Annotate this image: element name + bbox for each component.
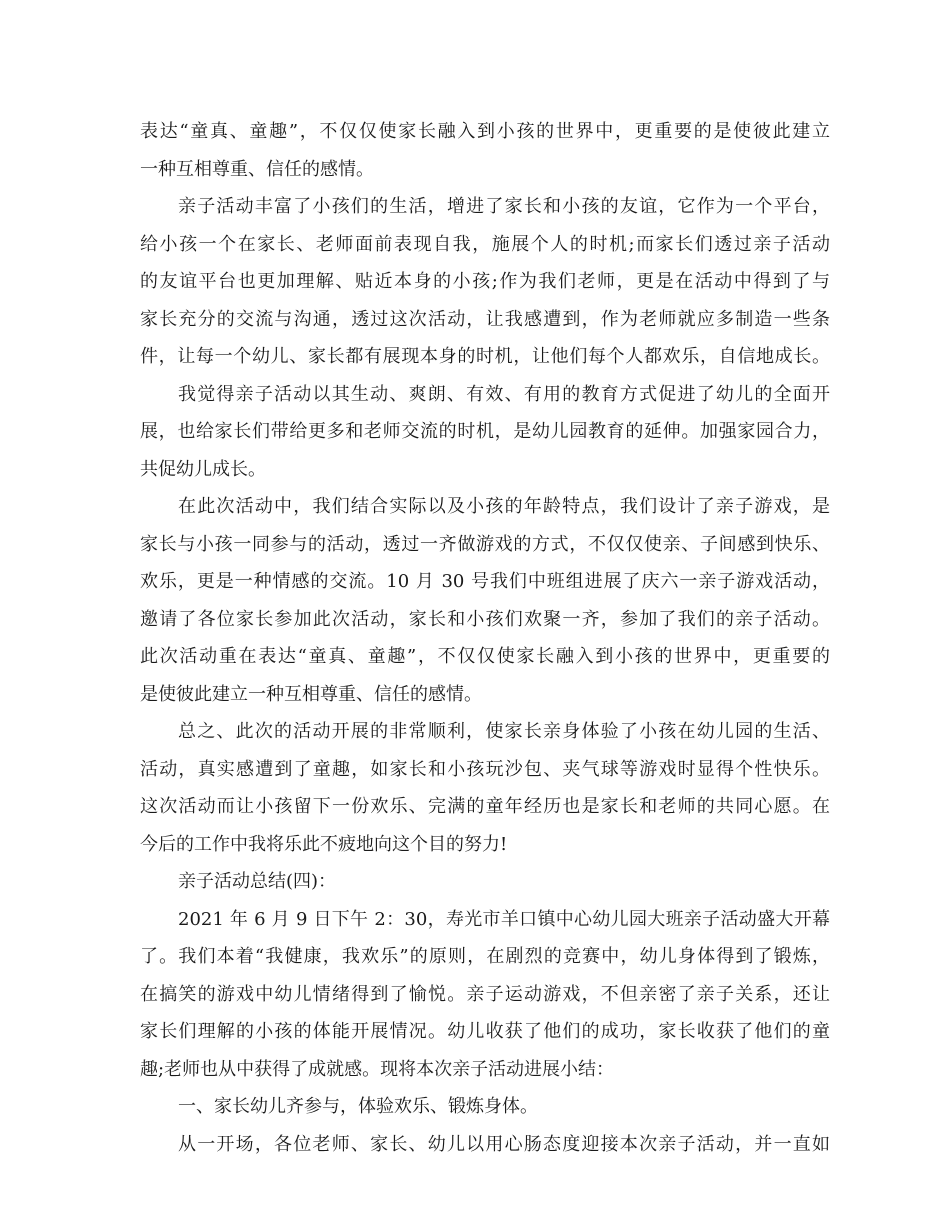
text-line: 今后的工作中我将乐此不疲地向这个目的努力!: [140, 833, 508, 855]
text-line: 在此次活动中，我们结合实际以及小孩的年龄特点，我们设计了亲子游戏，是: [178, 496, 830, 517]
text-line: 了。我们本着“我健康，我欢乐”的原则，在剧烈的竞赛中，幼儿身体得到了锻炼，: [140, 946, 830, 967]
text-line: 从一开场，各位老师、家长、幼儿以用心肠态度迎接本次亲子活动，并一直如: [178, 1133, 830, 1155]
text-line: 在搞笑的游戏中幼儿情绪得到了愉悦。亲子运动游戏，不但亲密了亲子关系，还让: [140, 983, 830, 1005]
document-body: [140, 113, 830, 1163]
text-line: 活动，真实感遭到了童趣，如家长和小孩玩沙包、夹气球等游戏时显得个性快乐。: [140, 758, 830, 780]
text-line: 共促幼儿成长。: [140, 458, 266, 480]
text-line: 给小孩一个在家长、老师面前表现自我，施展个人的时机;而家长们透过亲子活动: [140, 233, 830, 255]
section-heading: 亲子活动总结(四)：: [178, 871, 337, 892]
subsection-heading: 一、家长幼儿齐参与，体验欢乐、锻炼身体。: [178, 1096, 538, 1117]
text-line: 展，也给家长们带给更多和老师交流的时机，是幼儿园教育的延伸。加强家园合力，: [140, 421, 830, 442]
text-line: 件，让每一个幼儿、家长都有展现本身的时机，让他们每个人都欢乐，自信地成长。: [140, 346, 830, 367]
text-line: 亲子活动丰富了小孩们的生活，增进了家长和小孩的友谊，它作为一个平台，: [178, 196, 830, 217]
text-line: 家长们理解的小孩的体能开展情况。幼儿收获了他们的成功，家长收获了他们的童: [140, 1021, 830, 1042]
text-line: 总之、此次的活动开展的非常顺利，使家长亲身体验了小孩在幼儿园的生活、: [178, 721, 830, 742]
text-line: 一种互相尊重、信任的感情。: [140, 158, 374, 180]
text-line: 表达“童真、童趣”，不仅仅使家长融入到小孩的世界中，更重要的是使彼此建立: [140, 121, 830, 142]
text-line: 欢乐，更是一种情感的交流。10 月 30 号我们中班组进展了庆六一亲子游戏活动，: [140, 571, 830, 592]
text-line: 这次活动而让小孩留下一份欢乐、完满的童年经历也是家长和老师的共同心愿。在: [140, 796, 830, 817]
text-line: 2021 年 6 月 9 日下午 2：30，寿光市羊口镇中心幼儿园大班亲子活动盛大开幕: [178, 908, 830, 930]
text-line: 家长充分的交流与沟通，透过这次活动，让我感遭到，作为老师就应多制造一些条: [140, 308, 830, 330]
text-line: 是使彼此建立一种互相尊重、信任的感情。: [140, 683, 482, 705]
text-line: 趣;老师也从中获得了成就感。现将本次亲子活动进展小结：: [140, 1058, 615, 1080]
text-line: 邀请了各位家长参加此次活动，家长和小孩们欢聚一齐，参加了我们的亲子活动。: [140, 608, 830, 630]
text-line: 此次活动重在表达“童真、童趣”，不仅仅使家长融入到小孩的世界中，更重要的: [140, 646, 830, 667]
text-line: 家长与小孩一同参与的活动，透过一齐做游戏的方式，不仅仅使亲、子间感到快乐、: [140, 533, 830, 555]
text-line: 的友谊平台也更加理解、贴近本身的小孩;作为我们老师，更是在活动中得到了与: [140, 271, 830, 292]
text-line: 我觉得亲子活动以其生动、爽朗、有效、有用的教育方式促进了幼儿的全面开: [178, 383, 830, 405]
